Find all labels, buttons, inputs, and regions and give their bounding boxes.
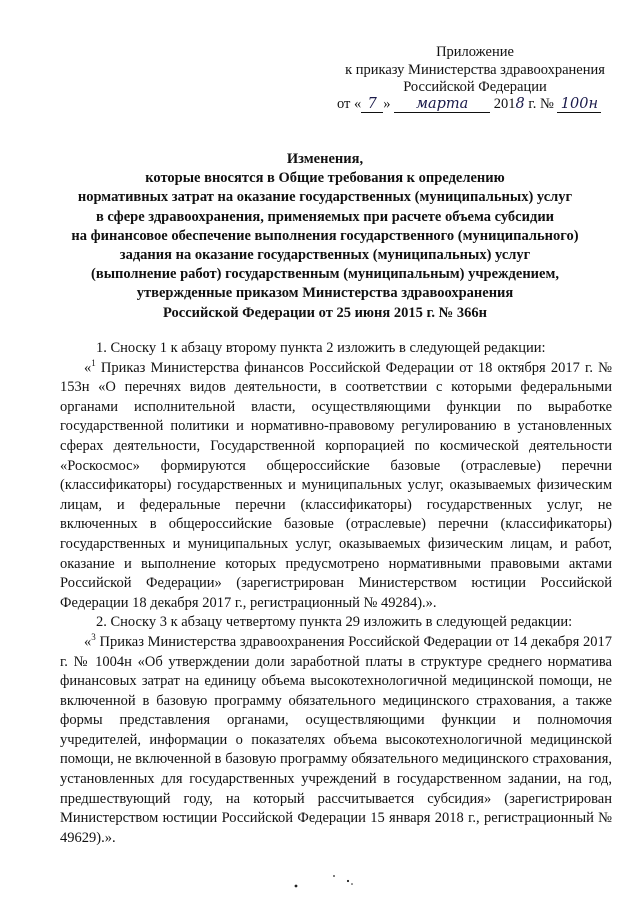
footnote-mark: 3 <box>91 632 96 643</box>
header-line: Приложение <box>436 44 514 60</box>
item-1: 1. Сноску 1 к абзацу второму пункта 2 изложить в следующей редакции: <box>96 340 546 356</box>
date-month: марта <box>394 96 490 113</box>
document-body <box>60 339 612 848</box>
title-line: задания на оказание государственных (муниципальных) услуг <box>119 247 531 264</box>
footnote-1-paragraph <box>60 359 612 614</box>
quote-open: « <box>84 633 92 650</box>
title-line: которые вносятся в Общие требования к определению <box>145 170 505 187</box>
title-line: Изменения, <box>286 151 364 167</box>
date-day: 7 <box>361 96 383 113</box>
order-date-line <box>337 96 601 113</box>
date-year-suffix: г. № <box>524 96 554 112</box>
order-number: 100н <box>557 96 601 113</box>
footnote-mark: 1 <box>91 357 96 368</box>
date-year-digit: 8 <box>515 96 525 112</box>
quote-open: « <box>84 359 92 376</box>
title-line: утвержденные приказом Министерства здравоохранения <box>136 285 514 302</box>
title-line: (выполнение работ) государственным (муниципальным) учреждением, <box>91 266 559 283</box>
date-year-prefix: 201 <box>493 96 516 112</box>
item-2: 2. Сноску 3 к абзацу четвертому пункта 29 изложить в следующей редакции: <box>96 614 573 631</box>
document-title <box>40 150 610 323</box>
scan-specks-icon <box>290 872 370 892</box>
date-mid: » <box>383 96 391 112</box>
approval-header <box>335 44 615 97</box>
title-line: Российской Федерации от 25 июня 2015 г. № 366н <box>163 304 487 321</box>
footnote-3-paragraph <box>60 633 612 849</box>
title-line: нормативных затрат на оказание государственных (муниципальных) услуг <box>77 189 573 206</box>
header-line: Российской Федерации <box>403 79 547 95</box>
scan-marks <box>290 872 370 895</box>
footnote-3-text: Приказ Министерства здравоохранения Российской Федерации от 14 декабря 2017 г. № 1004н «Об утверждении доли заработной платы в структуре среднего норматива финансовых затрат на единицу объема высокотехнологичной медицинской помощи, не включенной в базовую программу обязательного медицинского страхования, а также формы представления органами, осуществляющими функции и полномочия учредителей, информации о показателях объема высокотехнологичной медицинской помощи, не включенной в базовую программу обязательного медицинского страхования, установленных для государственных учреждений в государственном задании, на год, предшествующий году, на который рассчитывается субсидия» (зарегистрирован Министерством юстиции Российской Федерации 15 января 2018 г., регистрационный № 49629).». <box>60 633 613 846</box>
header-line: к приказу Министерства здравоохранения <box>345 61 605 78</box>
title-line: на финансовое обеспечение выполнения государственного (муниципального) <box>71 227 579 244</box>
date-prefix: от « <box>337 96 362 112</box>
title-line: в сфере здравоохранения, применяемых при расчете объема субсидии <box>95 208 555 225</box>
footnote-1-text: Приказ Министерства финансов Российской Федерации от 18 октября 2017 г. № 153н «О перечнях видов деятельности, в соответствии с которыми федеральными органами исполнительной власти, осуществляющими функции по выработке государственной политики и нормативно-правовому регулированию в установленных сферах деятельности, Государственной корпорацией по космической деятельности «Роскосмос» формируются общероссийские базовые (отраслевые) перечни (классификаторы) государственных и муниципальных услуг, оказываемых физическим лицам, и федеральные перечни (классификаторы) государственных услуг, не включенных в общероссийские базовые (отраслевые) перечни (классификаторы) государственных и муниципальных услуг, оказываемых физическим лицам, и работ, оказание и выполнение которых предусмотрено нормативными правовыми актами Российской Федерации» (зарегистрирован Министерством юстиции Российской Федерации 18 декабря 2017 г., регистрационный № 49284).». <box>60 359 612 611</box>
